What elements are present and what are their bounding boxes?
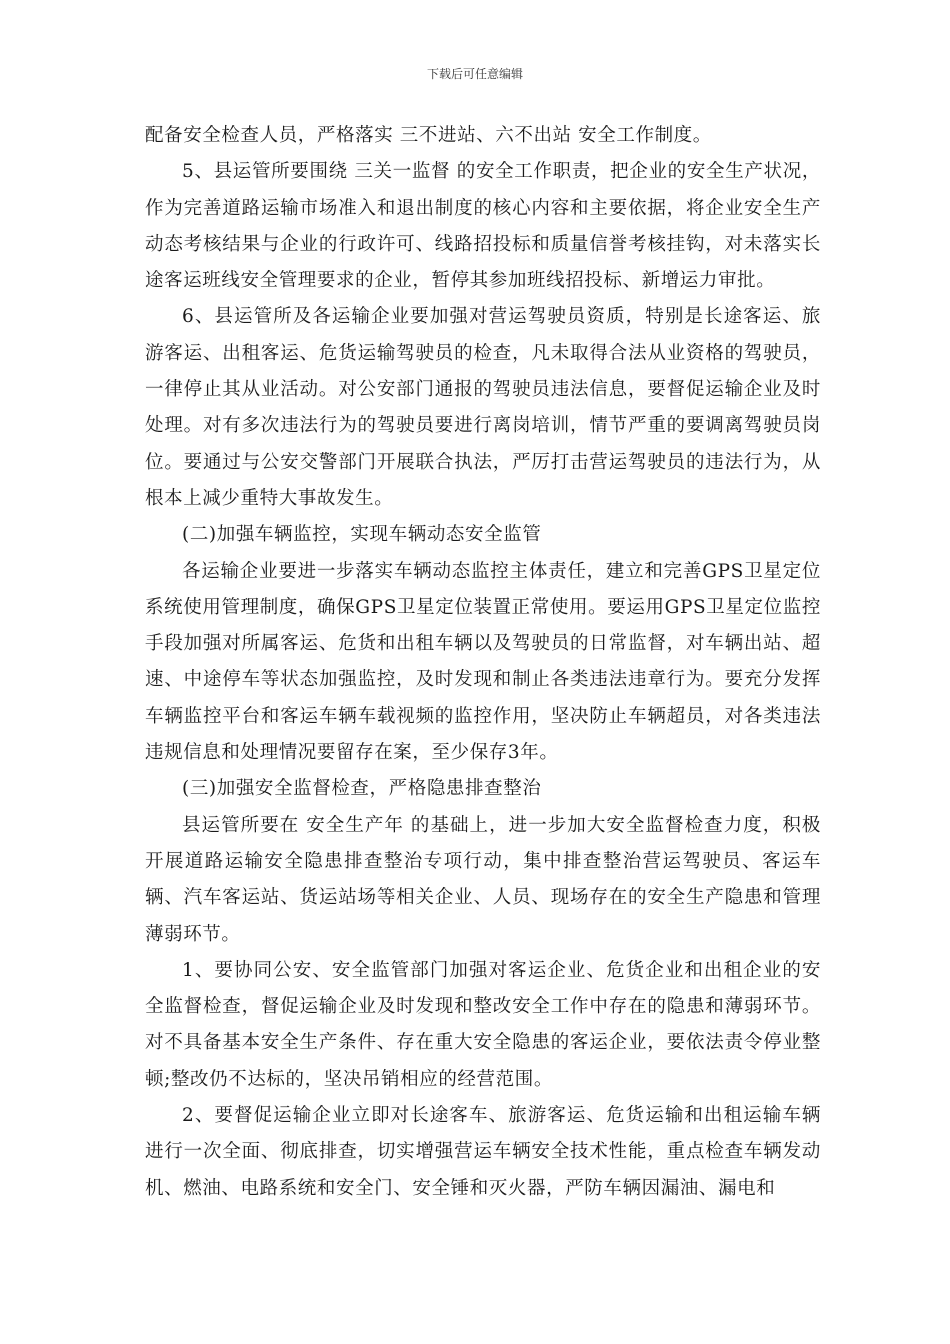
paragraph: 各运输企业要进一步落实车辆动态监控主体责任，建立和完善GPS卫星定位系统使用管理制度，确保GPS卫星定位装置正常使用。要运用GPS卫星定位监控手段加强对所属客运、危货和出租车辆以及驾驶员的日常监督，对车辆出站、超速、中途停车等状态加强监控，及时发现和制止各类违法违章行为。要充分发挥车辆监控平台和客运车辆车载视频的监控作用，坚决防止车辆超员，对各类违法违规信息和处理情况要留存在案，至少保存3年。 [145, 560, 821, 764]
paragraph: 5、县运管所要围绕 三关一监督 的安全工作职责，把企业的安全生产状况，作为完善道路运输市场准入和退出制度的核心内容和主要依据，将企业安全生产动态考核结果与企业的行政许可、线路招投标和质量信誉考核挂钩，对未落实长途客运班线安全管理要求的企业，暂停其参加班线招投标、新增运力审批。 [145, 161, 821, 292]
section-heading: (三)加强安全监督检查，严格隐患排查整治 [182, 778, 542, 800]
paragraph: 1、要协同公安、安全监管部门加强对客运企业、危货企业和出租企业的安全监督检查，督促运输企业及时发现和整改安全工作中存在的隐患和薄弱环节。对不具备基本安全生产条件、存在重大安全隐患的客运企业，要依法责令停业整顿;整改仍不达标的，坚决吊销相应的经营范围。 [145, 959, 821, 1090]
section-heading: (二)加强车辆监控，实现车辆动态安全监管 [182, 524, 542, 546]
document-body [145, 118, 821, 1207]
page-header: 下载后可任意编辑 [426, 67, 523, 81]
paragraph: 6、县运管所及各运输企业要加强对营运驾驶员资质，特别是长途客运、旅游客运、出租客运、危货运输驾驶员的检查，凡未取得合法从业资格的驾驶员，一律停止其从业活动。对公安部门通报的驾驶员违法信息，要督促运输企业及时处理。对有多次违法行为的驾驶员要进行离岗培训，情节严重的要调离驾驶员岗位。要通过与公安交警部门开展联合执法，严厉打击营运驾驶员的违法行为，从根本上减少重特大事故发生。 [145, 306, 821, 509]
paragraph: 县运管所要在 安全生产年 的基础上，进一步加大安全监督检查力度，积极开展道路运输安全隐患排查整治专项行动，集中排查整治营运驾驶员、客运车辆、汽车客运站、货运站场等相关企业、人员、现场存在的安全生产隐患和管理薄弱环节。 [145, 814, 821, 945]
paragraph: 2、要督促运输企业立即对长途客车、旅游客运、危货运输和出租运输车辆进行一次全面、彻底排查，切实增强营运车辆安全技术性能，重点检查车辆发动机、燃油、电路系统和安全门、安全锤和灭火器，严防车辆因漏油、漏电和 [145, 1105, 821, 1199]
paragraph: 配备安全检查人员，严格落实 三不进站、六不出站 安全工作制度。 [145, 125, 712, 146]
